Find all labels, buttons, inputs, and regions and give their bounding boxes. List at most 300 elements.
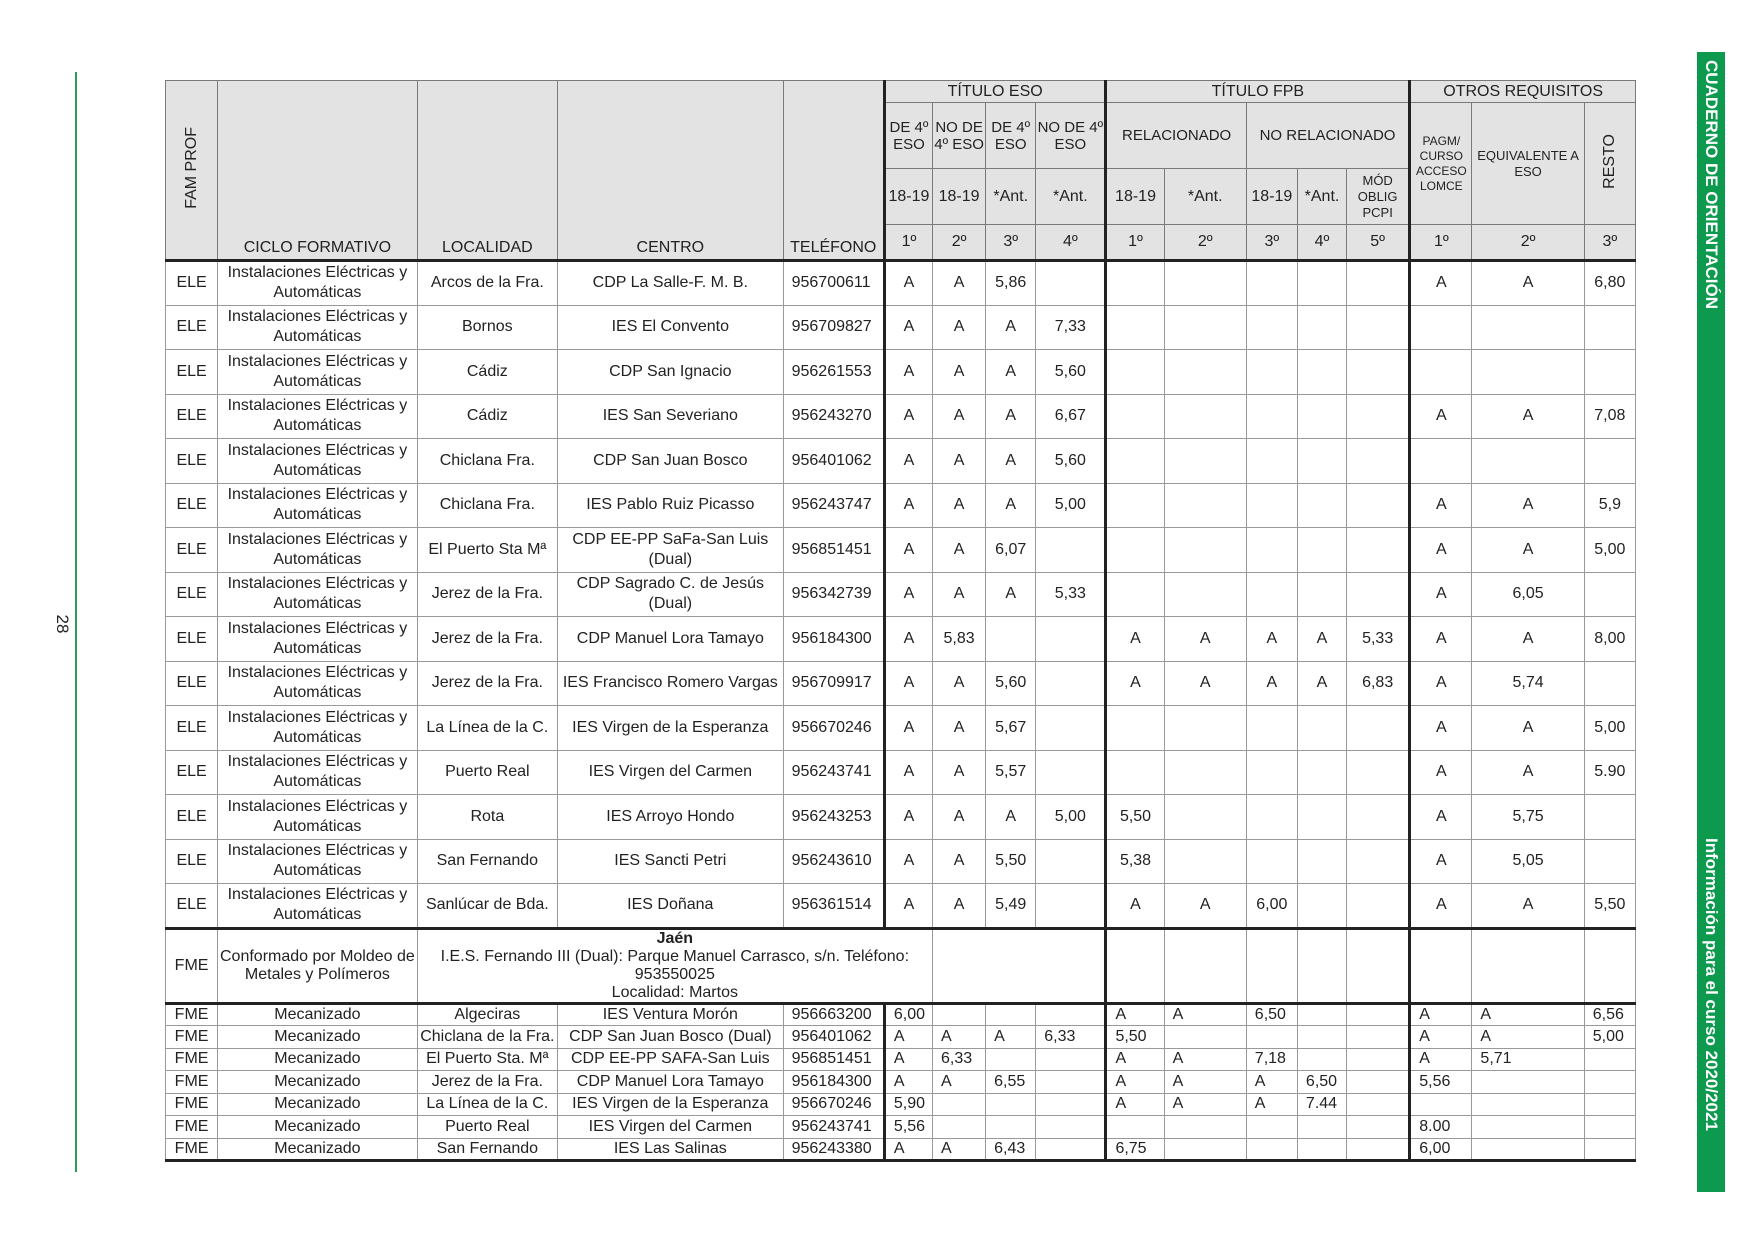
table-cell: A (1472, 394, 1584, 439)
table-cell (1297, 572, 1346, 617)
table-cell (1347, 839, 1410, 884)
table-cell: 6,56 (1584, 1003, 1635, 1026)
order-header: 4º (1297, 225, 1346, 261)
table-cell (933, 1093, 986, 1116)
jaen-cell (1584, 928, 1635, 1003)
table-cell: ELE (166, 750, 218, 795)
table-cell: A (884, 483, 932, 528)
table-cell: FME (166, 1048, 218, 1071)
fam-prof-header (166, 81, 218, 261)
table-cell (1410, 305, 1472, 350)
table-cell (1036, 261, 1106, 306)
table-cell: A (884, 884, 932, 929)
table-cell: A (884, 350, 932, 395)
table-cell: A (933, 661, 986, 706)
admission-table (165, 80, 1636, 1162)
table-cell: A (1472, 528, 1584, 573)
table-cell: 6,50 (1246, 1003, 1297, 1026)
table-cell: A (1472, 617, 1584, 662)
order-header: 2º (1472, 225, 1584, 261)
jaen-fam: FME (166, 928, 218, 1003)
table-cell (1106, 305, 1164, 350)
table-cell: El Puerto Sta. Mª (417, 1048, 557, 1071)
table-row (166, 661, 1636, 706)
table-cell: 6,07 (986, 528, 1036, 573)
table-cell: IES Virgen de la Esperanza (558, 1093, 784, 1116)
table-cell (1410, 1093, 1472, 1116)
table-cell (1164, 350, 1246, 395)
table-row (166, 706, 1636, 751)
table-row (166, 572, 1636, 617)
table-cell (986, 1048, 1036, 1071)
table-cell (1164, 483, 1246, 528)
table-cell: Arcos de la Fra. (417, 261, 557, 306)
table-row (166, 1048, 1636, 1071)
table-cell (1297, 1138, 1346, 1161)
table-cell: 956709827 (783, 305, 884, 350)
table-cell: ELE (166, 617, 218, 662)
otros-requisitos-header: OTROS REQUISITOS (1410, 81, 1636, 103)
table-cell (1246, 394, 1297, 439)
table-cell: 5,50 (1584, 884, 1635, 929)
table-cell: A (1106, 617, 1164, 662)
table-cell: San Fernando (417, 1138, 557, 1161)
order-header: 1º (1106, 225, 1164, 261)
table-cell: 956243380 (783, 1138, 884, 1161)
table-cell (986, 617, 1036, 662)
table-cell: FME (166, 1093, 218, 1116)
table-cell (1347, 528, 1410, 573)
table-row (166, 350, 1636, 395)
table-cell: El Puerto Sta Mª (417, 528, 557, 573)
table-cell: FME (166, 1071, 218, 1094)
relacionado-header: RELACIONADO (1106, 103, 1246, 169)
table-cell: 956700611 (783, 261, 884, 306)
table-cell: 7.44 (1297, 1093, 1346, 1116)
table-cell: 5,00 (1584, 706, 1635, 751)
table-cell (1246, 750, 1297, 795)
table-cell: 5,33 (1036, 572, 1106, 617)
table-cell (933, 1003, 986, 1026)
side-subtitle: Información para el curso 2020/2021 (1702, 838, 1721, 1131)
table-cell: Jerez de la Fra. (417, 617, 557, 662)
table-cell: A (1410, 661, 1472, 706)
table-cell (986, 1116, 1036, 1139)
table-cell: La Línea de la C. (417, 706, 557, 751)
table-cell: ELE (166, 261, 218, 306)
table-row (166, 750, 1636, 795)
table-cell (1106, 483, 1164, 528)
table-cell: 5,05 (1472, 839, 1584, 884)
table-row (166, 617, 1636, 662)
table-cell: ELE (166, 483, 218, 528)
no-de4-eso-header-b: NO DE 4º ESO (1036, 103, 1106, 169)
table-cell: IES Virgen del Carmen (558, 750, 784, 795)
table-cell (1246, 261, 1297, 306)
table-cell: 956851451 (783, 528, 884, 573)
table-cell: 8,00 (1584, 617, 1635, 662)
table-cell (1036, 1116, 1106, 1139)
table-row (166, 305, 1636, 350)
table-cell (1164, 1138, 1246, 1161)
table-cell: A (1472, 483, 1584, 528)
order-header: 2º (1164, 225, 1246, 261)
table-cell (1164, 528, 1246, 573)
pagm-header: PAGM/ CURSO ACCESO LOMCE (1410, 103, 1472, 225)
year-header: *Ant. (1297, 169, 1346, 225)
table-cell (1297, 439, 1346, 484)
table-cell: 5,60 (1036, 439, 1106, 484)
table-cell: A (933, 1026, 986, 1049)
table-cell: A (884, 1138, 932, 1161)
table-cell: 5,50 (986, 839, 1036, 884)
table-cell: 6,50 (1297, 1071, 1346, 1094)
table-cell: 956184300 (783, 617, 884, 662)
table-cell (1164, 261, 1246, 306)
table-cell: 5,00 (1584, 1026, 1635, 1049)
table-cell: IES Pablo Ruiz Picasso (558, 483, 784, 528)
year-header: *Ant. (1164, 169, 1246, 225)
table-cell: 956663200 (783, 1003, 884, 1026)
table-cell: A (1246, 661, 1297, 706)
table-cell: Mecanizado (218, 1071, 418, 1094)
table-cell: ELE (166, 661, 218, 706)
table-cell: A (933, 483, 986, 528)
table-row (166, 1116, 1636, 1139)
table-cell: 5,00 (1036, 795, 1106, 840)
table-cell (1297, 750, 1346, 795)
table-cell (1106, 572, 1164, 617)
table-cell: 6,00 (1410, 1138, 1472, 1161)
table-cell: 7,33 (1036, 305, 1106, 350)
table-cell (1106, 394, 1164, 439)
table-cell (1036, 1093, 1106, 1116)
order-header: 5º (1347, 225, 1410, 261)
order-header: 1º (884, 225, 932, 261)
table-cell: A (1106, 1003, 1164, 1026)
table-cell: A (1410, 706, 1472, 751)
table-cell: 956243741 (783, 750, 884, 795)
table-cell: A (933, 261, 986, 306)
year-header: *Ant. (1036, 169, 1106, 225)
table-cell (1347, 1071, 1410, 1094)
telefono-header: TELÉFONO (783, 81, 884, 261)
jaen-title: Jaén (656, 929, 694, 947)
table-cell (1036, 528, 1106, 573)
table-cell: A (1106, 661, 1164, 706)
table-cell: A (933, 528, 986, 573)
table-cell (1410, 439, 1472, 484)
table-cell (1472, 305, 1584, 350)
table-cell (1297, 1026, 1346, 1049)
table-cell: 6,80 (1584, 261, 1635, 306)
titulo-fpb-header: TÍTULO FPB (1106, 81, 1410, 103)
jaen-cell (1472, 928, 1584, 1003)
table-cell: Bornos (417, 305, 557, 350)
table-cell (1164, 394, 1246, 439)
table-cell: A (884, 305, 932, 350)
table-row (166, 394, 1636, 439)
table-cell: IES Virgen del Carmen (558, 1116, 784, 1139)
table-cell (1164, 839, 1246, 884)
table-cell: A (1410, 1003, 1472, 1026)
table-cell (1347, 1026, 1410, 1049)
table-cell: Instalaciones Eléctricas y Automáticas (218, 261, 418, 306)
jaen-cell (1164, 928, 1246, 1003)
table-cell: A (933, 394, 986, 439)
table-cell (1347, 795, 1410, 840)
table-cell: 5,86 (986, 261, 1036, 306)
table-cell: A (986, 572, 1036, 617)
table-cell (1347, 305, 1410, 350)
table-cell: 5,56 (884, 1116, 932, 1139)
fme-rows (166, 1003, 1636, 1161)
table-cell (1246, 1138, 1297, 1161)
table-cell: Instalaciones Eléctricas y Automáticas (218, 350, 418, 395)
table-cell: Mecanizado (218, 1048, 418, 1071)
table-cell: A (1164, 661, 1246, 706)
table-cell: 956243747 (783, 483, 884, 528)
table-cell: 5,50 (1106, 795, 1164, 840)
table-cell (1584, 1048, 1635, 1071)
ele-rows (166, 261, 1636, 929)
table-cell: 6,00 (884, 1003, 932, 1026)
table-cell: A (1410, 795, 1472, 840)
table-cell (1347, 750, 1410, 795)
order-header: 2º (933, 225, 986, 261)
table-cell: 5,38 (1106, 839, 1164, 884)
table-cell: 956401062 (783, 1026, 884, 1049)
table-cell: A (933, 706, 986, 751)
table-cell: 6,05 (1472, 572, 1584, 617)
margin-rule (75, 72, 77, 1172)
year-header: MÓD OBLIG PCPI (1347, 169, 1410, 225)
table-cell (1297, 528, 1346, 573)
table-cell (1584, 839, 1635, 884)
order-header: 3º (986, 225, 1036, 261)
table-row (166, 839, 1636, 884)
side-title: CUADERNO DE ORIENTACIÓN (1702, 60, 1721, 310)
table-cell: A (1164, 884, 1246, 929)
table-cell: Jerez de la Fra. (417, 1071, 557, 1094)
table-cell: A (884, 572, 932, 617)
table-cell: IES Virgen de la Esperanza (558, 706, 784, 751)
table-cell: A (1164, 1093, 1246, 1116)
table-cell: A (933, 884, 986, 929)
table-cell (1347, 1138, 1410, 1161)
year-header: 18-19 (933, 169, 986, 225)
table-cell: Rota (417, 795, 557, 840)
table-cell: A (884, 617, 932, 662)
table-cell (1584, 305, 1635, 350)
table-cell: Instalaciones Eléctricas y Automáticas (218, 483, 418, 528)
table-cell: 5,49 (986, 884, 1036, 929)
resto-label: RESTO (1601, 134, 1619, 189)
table-cell: A (1410, 483, 1472, 528)
table-cell: A (884, 839, 932, 884)
table-cell: A (1410, 1026, 1472, 1049)
table-cell: ELE (166, 706, 218, 751)
jaen-address: I.E.S. Fernando III (Dual): Parque Manuel Carrasco, s/n. Teléfono: 953550025 (440, 947, 910, 983)
table-cell: 6,83 (1347, 661, 1410, 706)
table-cell (1246, 350, 1297, 395)
table-cell: 5,90 (884, 1093, 932, 1116)
table-cell (1472, 1116, 1584, 1139)
table-cell (1347, 1003, 1410, 1026)
table-cell (1106, 261, 1164, 306)
table-cell: 6,00 (1246, 884, 1297, 929)
table-cell: A (1410, 528, 1472, 573)
table-cell: CDP San Juan Bosco (Dual) (558, 1026, 784, 1049)
table-cell (1584, 795, 1635, 840)
table-cell: 6,55 (986, 1071, 1036, 1094)
table-cell: FME (166, 1003, 218, 1026)
table-cell: A (884, 1026, 932, 1049)
equivalente-header: EQUIVALENTE A ESO (1472, 103, 1584, 225)
table-cell (986, 1003, 1036, 1026)
fam-prof-label: FAM PROF (182, 126, 200, 209)
table-cell: ELE (166, 528, 218, 573)
table-cell (1347, 261, 1410, 306)
table-cell (1036, 617, 1106, 662)
table-cell (1297, 1048, 1346, 1071)
table-cell (1297, 483, 1346, 528)
table-cell: CDP San Ignacio (558, 350, 784, 395)
table-cell: 956243270 (783, 394, 884, 439)
table-cell: 5,00 (1584, 528, 1635, 573)
table-cell (1297, 706, 1346, 751)
table-cell (1246, 483, 1297, 528)
table-cell: A (884, 1071, 932, 1094)
table-cell: FME (166, 1116, 218, 1139)
table-cell (1297, 795, 1346, 840)
table-cell: CDP Manuel Lora Tamayo (558, 617, 784, 662)
table-cell (1410, 350, 1472, 395)
table-cell: IES El Convento (558, 305, 784, 350)
table-cell: Mecanizado (218, 1116, 418, 1139)
no-de4-eso-header-a: NO DE 4º ESO (933, 103, 986, 169)
table-cell: 5,50 (1106, 1026, 1164, 1049)
table-cell: 5,57 (986, 750, 1036, 795)
table-row (166, 1026, 1636, 1049)
table-cell: A (1106, 1048, 1164, 1071)
jaen-cell (1297, 928, 1346, 1003)
table-cell (1036, 706, 1106, 751)
table-cell: A (884, 439, 932, 484)
table-cell (1347, 884, 1410, 929)
table-cell: 5,00 (1036, 483, 1106, 528)
table-cell (1164, 750, 1246, 795)
table-cell (933, 1116, 986, 1139)
resto-header (1584, 103, 1635, 225)
table-cell: A (1472, 706, 1584, 751)
table-cell: A (986, 483, 1036, 528)
table-cell (1246, 528, 1297, 573)
table-cell: 5,9 (1584, 483, 1635, 528)
table-cell: 7,08 (1584, 394, 1635, 439)
table-row (166, 1138, 1636, 1161)
table-cell (1106, 1116, 1164, 1139)
order-header: 3º (1246, 225, 1297, 261)
jaen-info (417, 928, 932, 1003)
table-cell: Mecanizado (218, 1026, 418, 1049)
table-cell (1347, 1116, 1410, 1139)
table-cell (1106, 706, 1164, 751)
table-cell: A (1246, 1071, 1297, 1094)
table-cell: A (884, 750, 932, 795)
table-cell: 5,71 (1472, 1048, 1584, 1071)
localidad-header: LOCALIDAD (417, 81, 557, 261)
table-cell (1246, 706, 1297, 751)
year-header: *Ant. (986, 169, 1036, 225)
table-cell: Chiclana Fra. (417, 483, 557, 528)
centro-header: CENTRO (558, 81, 784, 261)
table-cell: 5,56 (1410, 1071, 1472, 1094)
table-cell (1036, 1048, 1106, 1071)
table-cell (1347, 394, 1410, 439)
table-cell (1472, 1071, 1584, 1094)
table-cell (1297, 884, 1346, 929)
table-cell: 5.90 (1584, 750, 1635, 795)
table-cell (1164, 305, 1246, 350)
table-header (166, 81, 1636, 261)
table-cell (1297, 394, 1346, 439)
table-cell: Instalaciones Eléctricas y Automáticas (218, 795, 418, 840)
table-cell (1036, 1071, 1106, 1094)
table-cell: A (1410, 572, 1472, 617)
table-cell: 8.00 (1410, 1116, 1472, 1139)
table-cell: A (1472, 884, 1584, 929)
table-cell: CDP La Salle-F. M. B. (558, 261, 784, 306)
de4-eso-header: DE 4º ESO (884, 103, 932, 169)
table-cell: 956851451 (783, 1048, 884, 1071)
table-cell (1106, 439, 1164, 484)
table-cell: ELE (166, 572, 218, 617)
table-cell: 5,33 (1347, 617, 1410, 662)
table-cell: A (933, 439, 986, 484)
table-cell: 5,75 (1472, 795, 1584, 840)
table-cell: ELE (166, 884, 218, 929)
table-cell: A (884, 661, 932, 706)
table-cell (1347, 1093, 1410, 1116)
jaen-cell (1347, 928, 1410, 1003)
table-cell: A (884, 528, 932, 573)
table-cell: La Línea de la C. (417, 1093, 557, 1116)
table-cell (1347, 1048, 1410, 1071)
table-cell (1584, 572, 1635, 617)
table-cell: A (1472, 261, 1584, 306)
table-cell: A (1410, 839, 1472, 884)
table-cell (1036, 661, 1106, 706)
table-cell: Chiclana Fra. (417, 439, 557, 484)
table-cell: CDP EE-PP SaFa-San Luis (Dual) (558, 528, 784, 573)
table-cell (1297, 305, 1346, 350)
table-cell: Cádiz (417, 350, 557, 395)
jaen-ciclo: Conformado por Moldeo de Metales y Polímeros (218, 928, 418, 1003)
table-row (166, 261, 1636, 306)
table-cell: 5,67 (986, 706, 1036, 751)
table-cell: A (1297, 661, 1346, 706)
table-cell (1036, 884, 1106, 929)
table-cell (1106, 528, 1164, 573)
table-cell: A (1106, 1093, 1164, 1116)
table-cell: 6,43 (986, 1138, 1036, 1161)
table-cell (1246, 572, 1297, 617)
table-cell: ELE (166, 439, 218, 484)
table-cell: Instalaciones Eléctricas y Automáticas (218, 750, 418, 795)
table-cell (1297, 1003, 1346, 1026)
table-cell: A (933, 839, 986, 884)
